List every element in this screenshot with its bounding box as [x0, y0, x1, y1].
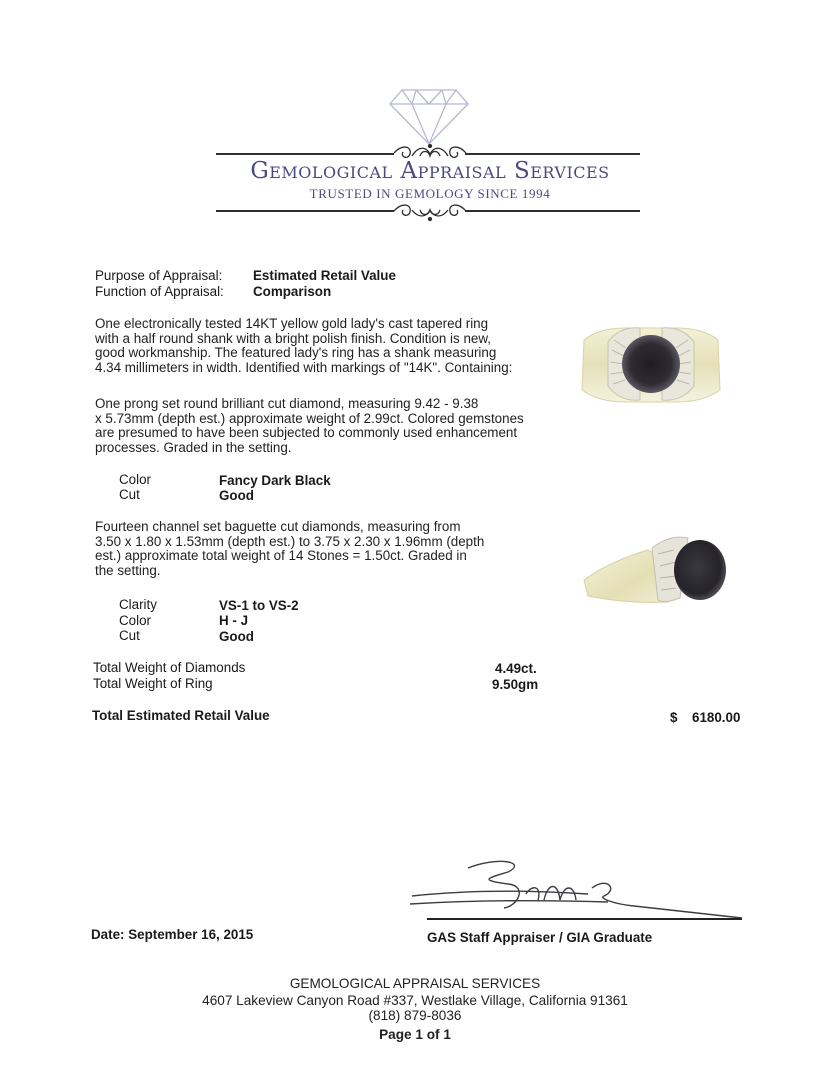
ring-description — [95, 317, 512, 375]
function-label: Function of Appraisal: — [95, 284, 224, 299]
signature-line — [427, 918, 742, 920]
scroll-ornament-icon — [392, 200, 468, 222]
total-ring-value: 9.50gm — [492, 677, 539, 692]
grade-value: H - J — [219, 613, 249, 628]
center-stone-line: processes. Graded in the setting. — [95, 439, 292, 455]
company-name: Gemological Appraisal Services — [250, 158, 610, 184]
total-retail-value: 6180.00 — [692, 710, 741, 725]
grade-label: Cut — [119, 487, 140, 502]
footer-company: GEMOLOGICAL APPRAISAL SERVICES — [289, 976, 541, 991]
center-stone-line: are presumed to have been subjected to commonly used enhancement — [95, 425, 518, 441]
side-stones-line: est.) approximate total weight of 14 Stones = 1.50ct. Graded in — [95, 548, 467, 564]
grade-label: Color — [119, 472, 151, 487]
page-number: Page 1 of 1 — [379, 1027, 451, 1042]
center-stone-description — [95, 397, 524, 455]
center-stone-line: x 5.73mm (depth est.) approximate weight of 2.99ct. Colored gemstones — [95, 410, 524, 426]
appraisal-date: Date: September 16, 2015 — [91, 927, 254, 942]
total-diamonds-label: Total Weight of Diamonds — [93, 660, 246, 675]
total-retail-label: Total Estimated Retail Value — [92, 708, 270, 723]
center-stone-line: One prong set round brilliant cut diamond, measuring 9.42 - 9.38 — [95, 396, 479, 411]
ring-description-line: 4.34 millimeters in width. Identified with markings of "14K". Containing: — [95, 359, 513, 375]
function-value: Comparison — [253, 284, 332, 299]
footer-phone: (818) 879-8036 — [368, 1008, 462, 1023]
grade-label: Clarity — [119, 597, 157, 612]
grade-value: VS-1 to VS-2 — [219, 598, 299, 613]
ring-description-line: good workmanship. The featured lady's ring has a shank measuring — [95, 345, 497, 361]
ring-description-line: with a half round shank with a bright polish finish. Condition is new, — [95, 330, 491, 346]
logo-divider — [216, 153, 394, 155]
purpose-value: Estimated Retail Value — [253, 268, 396, 283]
grade-value: Fancy Dark Black — [219, 473, 331, 488]
logo-divider — [465, 153, 640, 155]
total-ring-label: Total Weight of Ring — [93, 676, 213, 691]
side-stones-line: Fourteen channel set baguette cut diamonds, measuring from — [95, 519, 461, 534]
signature-icon — [408, 856, 748, 920]
ring-top-view-image — [578, 318, 724, 410]
side-stones-line: 3.50 x 1.80 x 1.53mm (depth est.) to 3.75 x 2.30 x 1.96mm (depth — [95, 533, 485, 549]
diamond-icon — [388, 88, 470, 146]
company-tagline: TRUSTED IN GEMOLOGY SINCE 1994 — [309, 186, 551, 201]
currency-symbol: $ — [670, 710, 678, 725]
appraiser-title: GAS Staff Appraiser / GIA Graduate — [427, 930, 653, 945]
grade-label: Cut — [119, 628, 140, 643]
logo-divider — [216, 210, 394, 212]
side-stones-line: the setting. — [95, 562, 161, 578]
grade-value: Good — [219, 488, 254, 503]
grade-value: Good — [219, 629, 254, 644]
total-diamonds-value: 4.49ct. — [495, 661, 537, 676]
ring-side-view-image — [578, 520, 744, 610]
purpose-label: Purpose of Appraisal: — [95, 268, 223, 283]
side-stones-description — [95, 520, 484, 578]
ring-description-line: One electronically tested 14KT yellow gold lady's cast tapered ring — [95, 316, 489, 331]
grade-label: Color — [119, 613, 151, 628]
footer-address: 4607 Lakeview Canyon Road #337, Westlake Village, California 91361 — [202, 993, 628, 1008]
logo-divider — [465, 210, 640, 212]
